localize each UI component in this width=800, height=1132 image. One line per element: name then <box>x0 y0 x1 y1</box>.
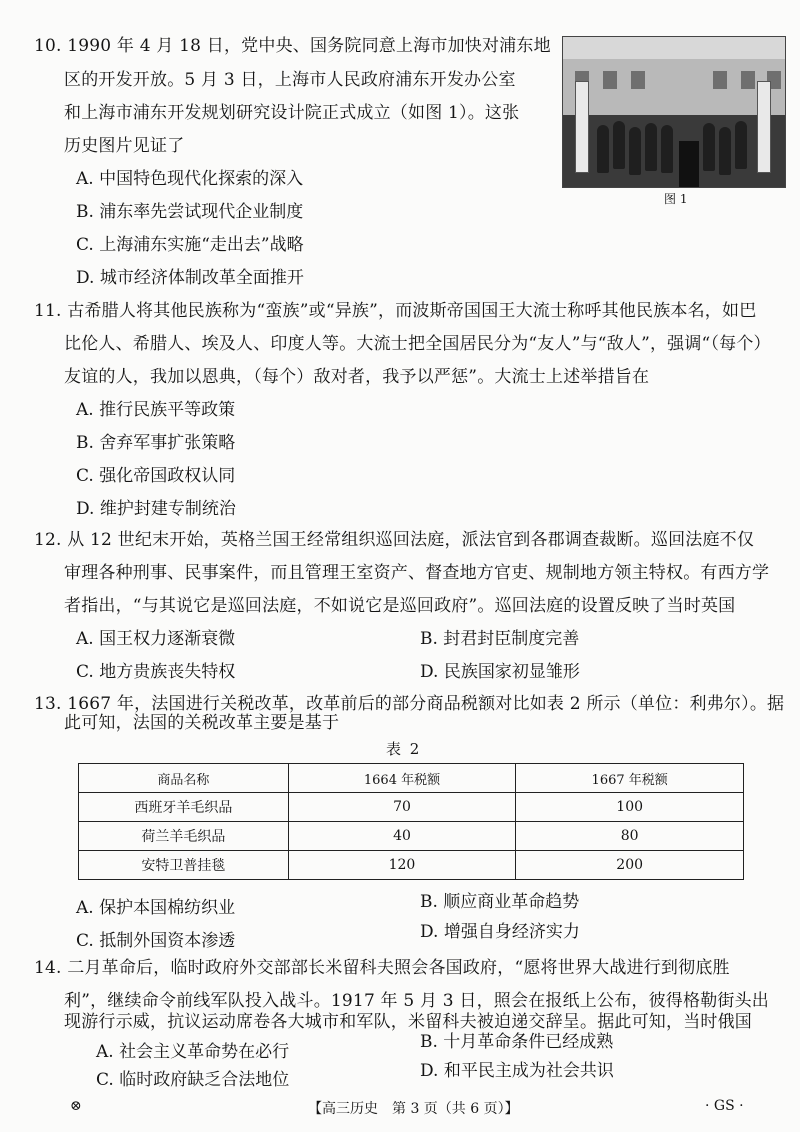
q12-option-b: B. 封君封臣制度完善 <box>420 629 580 649</box>
q10-option-c: C. 上海浦东实施“走出去”战略 <box>76 235 304 255</box>
q10-option-a: A. 中国特色现代化探索的深入 <box>76 169 304 189</box>
q14-line-3: 现游行示威，抗议运动席卷各大城市和军队，米留科夫被迫递交辞呈。据此可知，当时俄国 <box>64 1012 752 1032</box>
q13-line-2: 此可知，法国的关税改革主要是基于 <box>64 713 340 733</box>
q14-option-a: A. 社会主义革命势在必行 <box>96 1042 290 1062</box>
page-footer: 【高三历史 第 3 页（共 6 页）】 <box>308 1101 519 1117</box>
q12-line-1: 12. 从 12 世纪末开始，英格兰国王经常组织巡回法庭，派法官到各郡调查裁断。巡回法庭不仅 <box>34 530 755 550</box>
table-row <box>79 851 744 880</box>
table-row <box>79 793 744 822</box>
q11-option-a: A. 推行民族平等政策 <box>76 400 236 420</box>
q10-line-1: 10. 1990 年 4 月 18 日，党中央、国务院同意上海市加快对浦东地 <box>34 36 551 56</box>
q11-option-b: B. 舍弃军事扩张策略 <box>76 433 236 453</box>
table-cell: 100 <box>516 793 744 822</box>
q11-option-d: D. 维护封建专制统治 <box>76 499 236 519</box>
q10-option-d: D. 城市经济体制改革全面推开 <box>76 268 304 288</box>
q14-option-d: D. 和平民主成为社会共识 <box>420 1061 614 1081</box>
q12-option-c: C. 地方贵族丧失特权 <box>76 662 236 682</box>
q13-option-a: A. 保护本国棉纺织业 <box>76 898 236 918</box>
tax-table <box>78 763 744 880</box>
table-cell: 荷兰羊毛织品 <box>79 822 289 851</box>
q13-option-d: D. 增强自身经济实力 <box>420 922 580 942</box>
table-title: 表 2 <box>386 740 422 758</box>
table-header-row <box>79 764 744 793</box>
q10-option-b: B. 浦东率先尝试现代企业制度 <box>76 202 304 222</box>
table-cell: 200 <box>516 851 744 880</box>
footer-code: · GS · <box>705 1098 744 1114</box>
q10-line-4: 历史图片见证了 <box>64 136 185 156</box>
q14-option-c: C. 临时政府缺乏合法地位 <box>96 1070 290 1090</box>
q11-line-1: 11. 古希腊人将其他民族称为“蛮族”或“异族”，而波斯帝国国王大流士称呼其他民族本名，如巴 <box>34 301 757 321</box>
q10-line-3: 和上海市浦东开发规划研究设计院正式成立（如图 1）。这张 <box>64 103 520 123</box>
q12-line-3: 者指出，“与其说它是巡回法庭，不如说它是巡回政府”。巡回法庭的设置反映了当时英国 <box>64 596 736 616</box>
q11-option-c: C. 强化帝国政权认同 <box>76 466 236 486</box>
historical-photo <box>562 36 786 188</box>
q12-option-a: A. 国王权力逐渐衰微 <box>76 629 236 649</box>
q13-line-1: 13. 1667 年，法国进行关税改革，改革前后的部分商品税额对比如表 2 所示（单位：利弗尔）。据 <box>34 694 785 714</box>
q12-option-d: D. 民族国家初显雏形 <box>420 662 580 682</box>
table-row <box>79 822 744 851</box>
footer-mark-icon: ⊗ <box>70 1098 82 1114</box>
table-cell: 70 <box>288 793 516 822</box>
q14-line-2: 利”，继续命令前线军队投入战斗。1917 年 5 月 3 日，照会在报纸上公布，彼得格勒街头出 <box>64 991 770 1011</box>
q13-option-b: B. 顺应商业革命趋势 <box>420 892 580 912</box>
table-cell: 80 <box>516 822 744 851</box>
q12-line-2: 审理各种刑事、民事案件，而且管理王室资产、督查地方官吏、规制地方领主特权。有西方学 <box>64 563 770 583</box>
table-cell: 120 <box>288 851 516 880</box>
table-cell: 40 <box>288 822 516 851</box>
q14-line-1: 14. 二月革命后，临时政府外交部部长米留科夫照会各国政府，“愿将世界大战进行到彻底胜 <box>34 958 730 978</box>
table-header: 1667 年税额 <box>516 764 744 793</box>
q14-option-b: B. 十月革命条件已经成熟 <box>420 1032 614 1052</box>
q13-option-c: C. 抵制外国资本渗透 <box>76 931 236 951</box>
q11-line-3: 友谊的人，我加以恩典，（每个）敌对者，我予以严惩”。大流士上述举措旨在 <box>64 367 650 387</box>
q10-line-2: 区的开发开放。5 月 3 日，上海市人民政府浦东开发办公室 <box>64 70 516 90</box>
figure-caption: 图 1 <box>664 192 688 206</box>
table-header: 1664 年税额 <box>288 764 516 793</box>
table-cell: 安特卫普挂毯 <box>79 851 289 880</box>
table-cell: 西班牙羊毛织品 <box>79 793 289 822</box>
table-header: 商品名称 <box>79 764 289 793</box>
q11-line-2: 比伦人、希腊人、埃及人、印度人等。大流士把全国居民分为“友人”与“敌人”，强调“（每个） <box>64 334 771 354</box>
